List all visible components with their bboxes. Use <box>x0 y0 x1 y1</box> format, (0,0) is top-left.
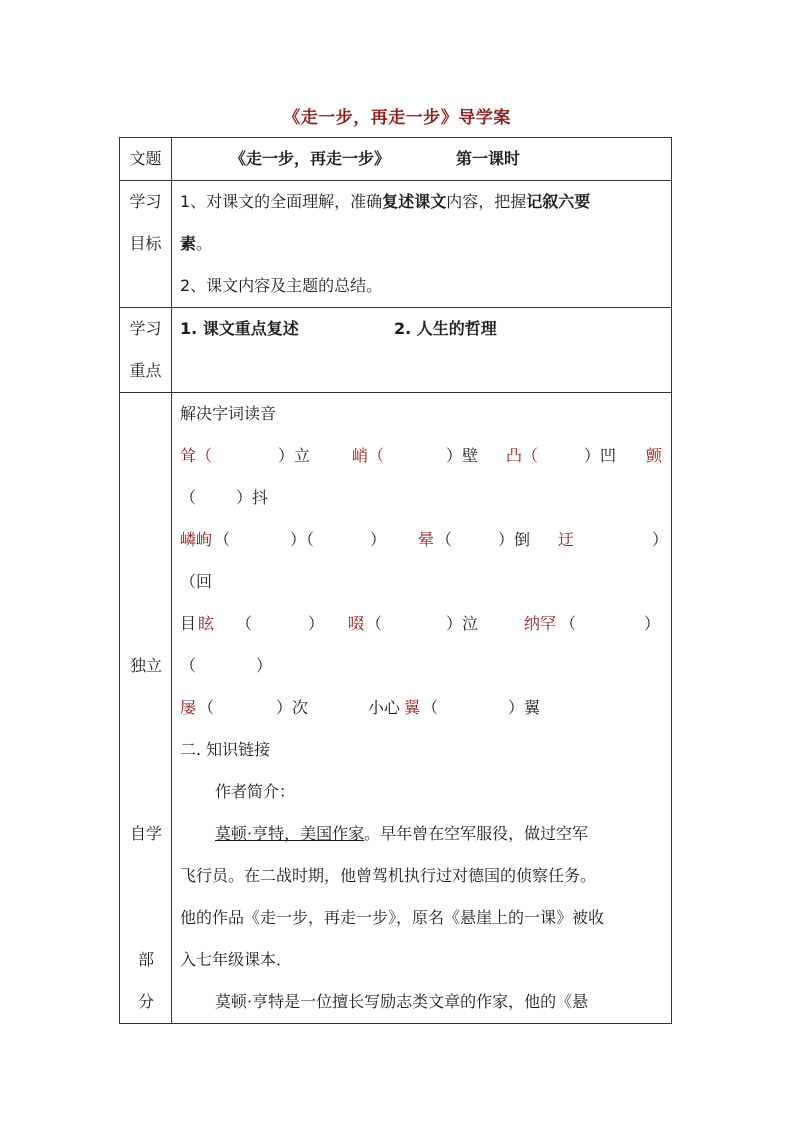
topic-content <box>172 138 672 181</box>
topic-book-title: 《走一步，再走一步》 <box>230 149 391 168</box>
vocab-heading: 解决字词读音 <box>180 404 277 423</box>
row-selfstudy <box>120 393 672 1024</box>
selfstudy-content <box>172 393 672 1024</box>
author-para-line-2: 飞行员。在二战时期，他曾驾机执行过对德国的侦察任务。 <box>180 866 597 885</box>
vocab-line-3: 嶙峋 （ ）（ ） 晕 （ ）倒 迂 ） <box>180 530 669 549</box>
keypoints-content <box>172 308 672 393</box>
vocab-line-6: （ ） <box>180 656 273 675</box>
label-topic: 文题 <box>120 138 172 181</box>
section-knowledge-link: 二. 知识链接 <box>180 740 271 759</box>
label-selfstudy: 独立 自学 部 分 <box>120 393 172 1024</box>
author-para-line-3: 他的作品《走一步，再走一步》，原名《悬崖上的一课》被收 <box>180 908 605 927</box>
row-goals <box>120 181 672 308</box>
goal-2: 2、课文内容及主题的总结。 <box>180 276 383 295</box>
topic-lesson: 第一课时 <box>456 149 521 168</box>
label-keypoints: 学习 重点 <box>120 308 172 393</box>
keypoint-1: 1. 课文重点复述 <box>180 319 299 338</box>
row-topic <box>120 138 672 181</box>
row-keypoints <box>120 308 672 393</box>
author-para-line-4: 入七年级课本． <box>180 950 293 969</box>
document-title: 《走一步，再走一步》导学案 <box>283 108 511 128</box>
vocab-line-5: 目 眩 （ ） 啜 （ ）泣 纳罕 （ ） <box>180 614 661 633</box>
author-para-line-1: 莫顿·亨特，美国作家。早年曾在空军服役，做过空军 <box>215 824 589 843</box>
vocab-line-4: （回 <box>180 572 213 591</box>
author-para-2: 莫顿·亨特是一位擅长写励志类文章的作家，他的《悬 <box>215 992 589 1011</box>
study-guide-table <box>119 137 672 1024</box>
goals-content <box>172 181 672 308</box>
label-goals: 学习 目标 <box>120 181 172 308</box>
author-intro-heading: 作者简介： <box>215 782 296 801</box>
vocab-line-1: 耸（ ）立 峭（ ）壁 凸（ ）凹 颤 <box>180 446 663 465</box>
vocab-line-7: 屡 （ ）次 小心 翼 （ ）翼 <box>180 698 541 717</box>
goal-1: 1、对课文的全面理解，准确复述课文内容，把握记叙六要 素。 <box>180 192 591 253</box>
keypoint-2: 2. 人生的哲理 <box>394 319 497 338</box>
vocab-line-2: （ ）抖 <box>180 488 269 507</box>
